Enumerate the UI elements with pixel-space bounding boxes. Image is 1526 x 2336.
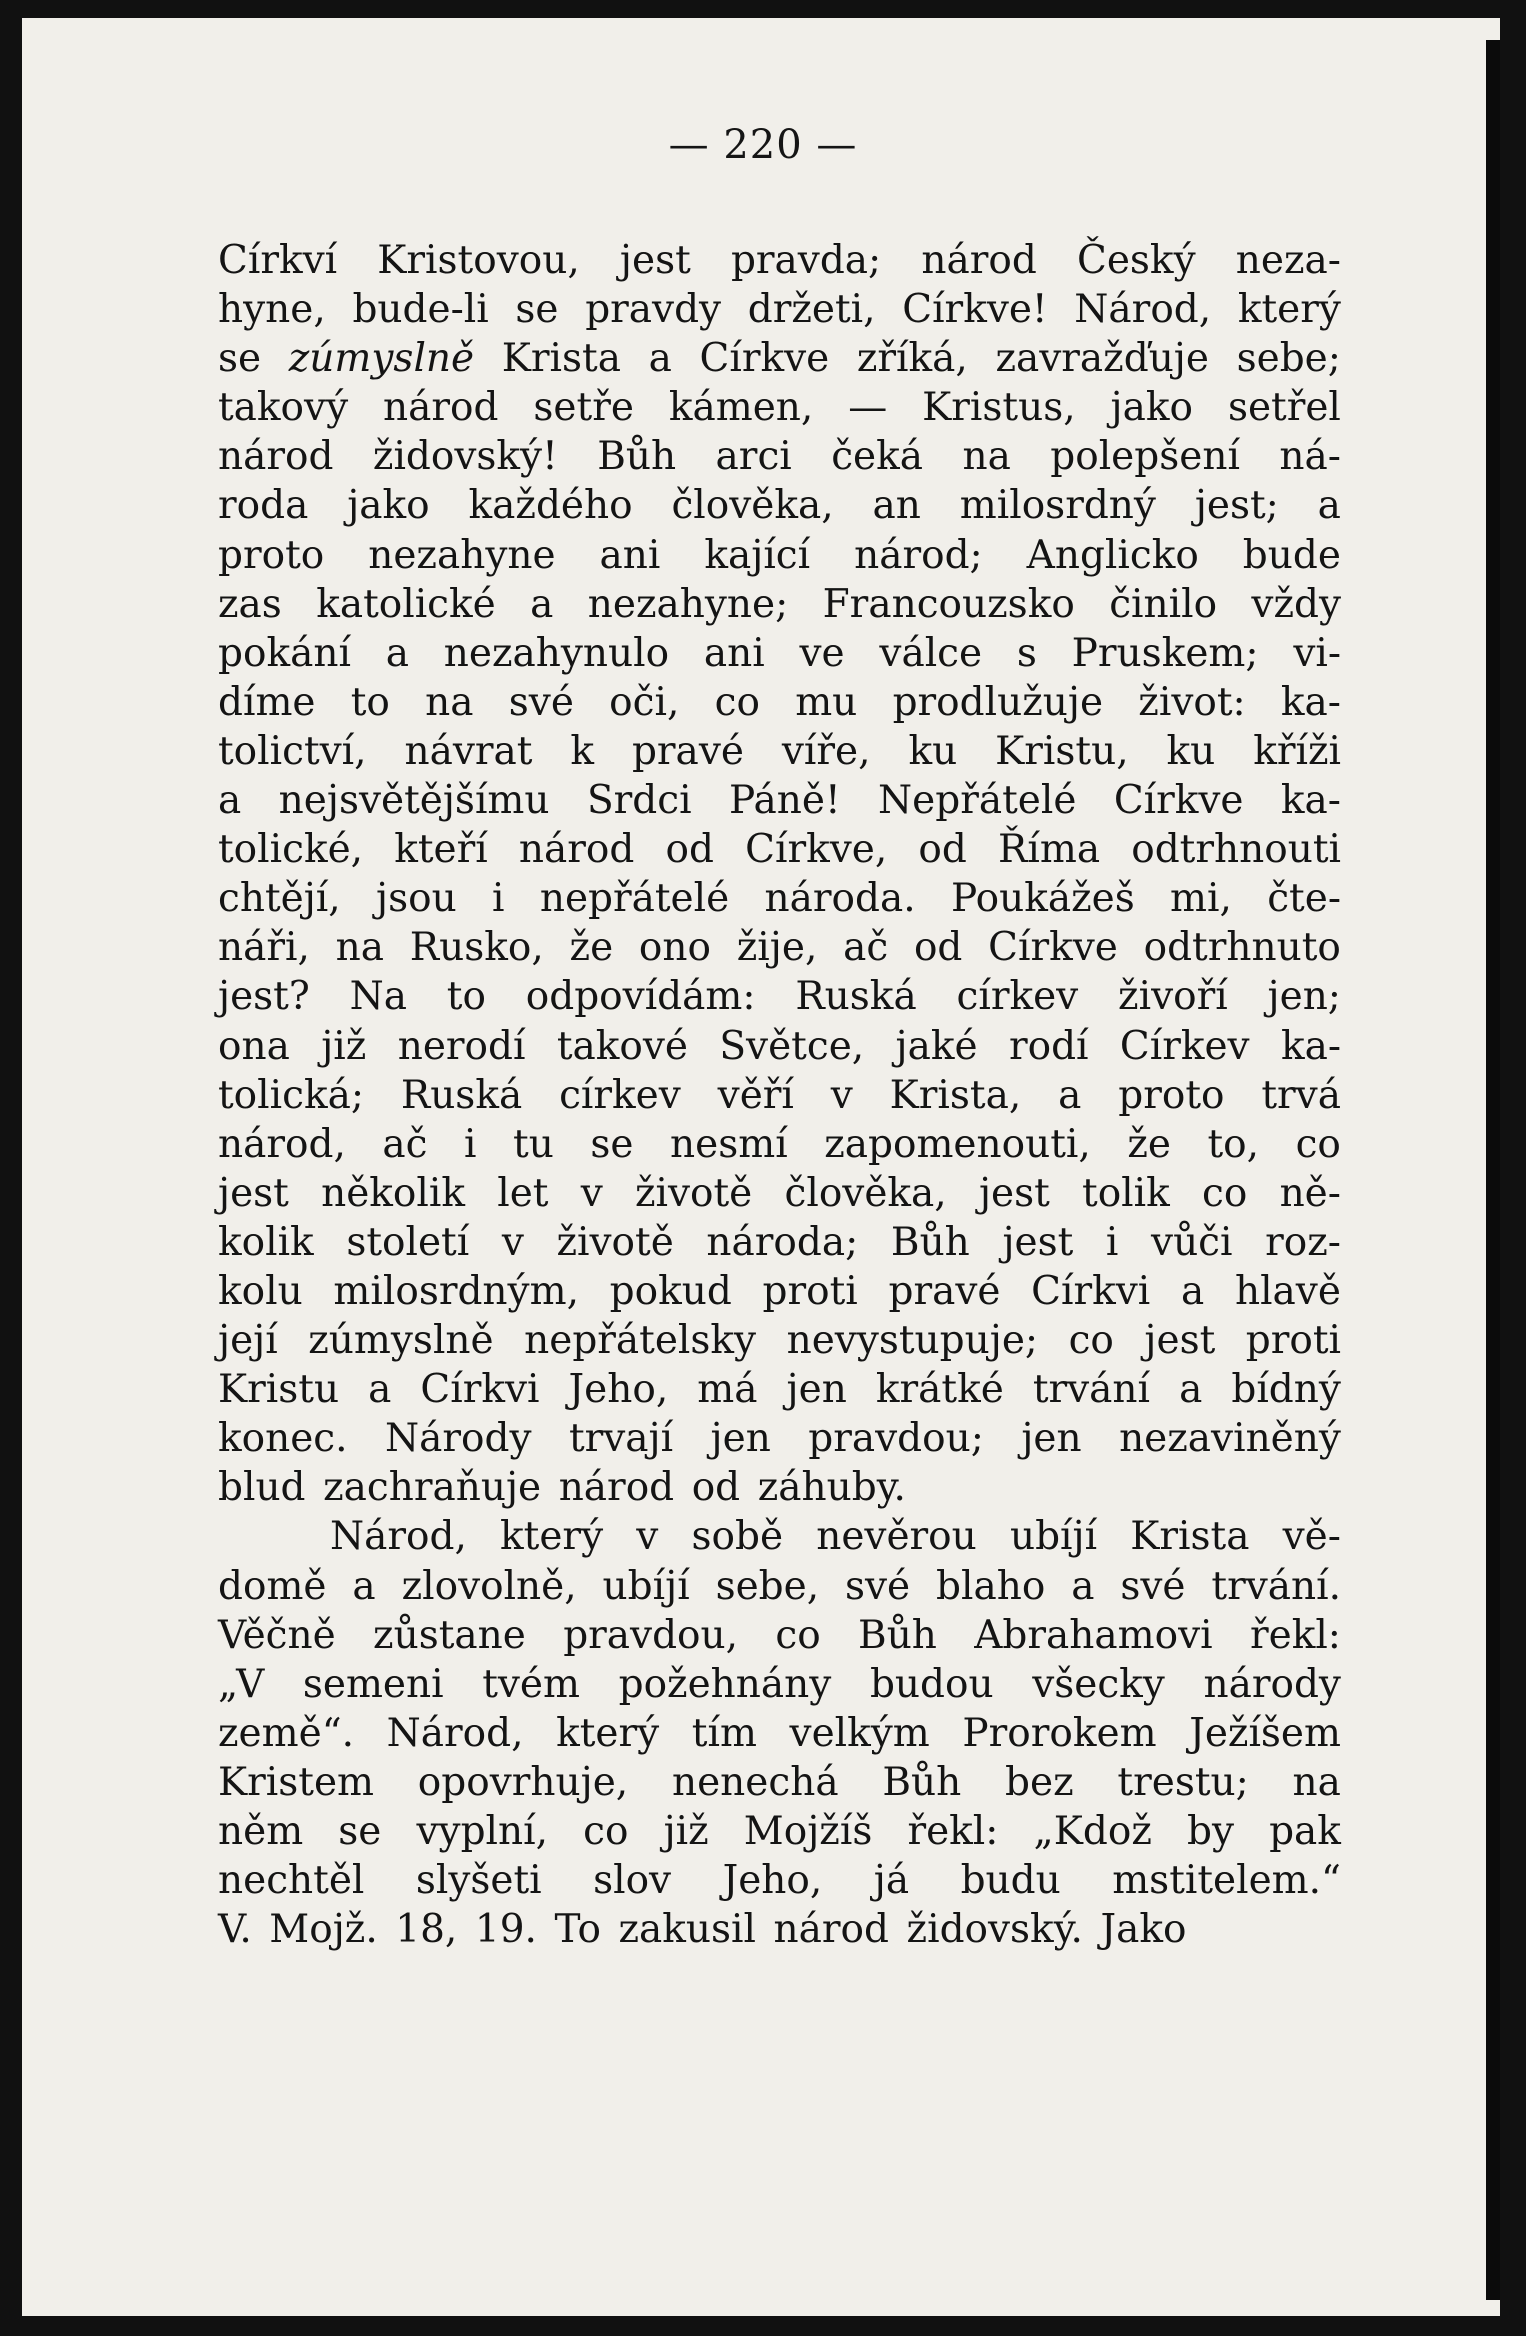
text-line: domě a zlovolně, ubíjí sebe, své blaho a své trvání. xyxy=(218,1563,1341,1609)
text-line: zas katolické a nezahyne; Francouzsko činilo vždy xyxy=(218,581,1341,627)
text-line: národ židovský! Bůh arci čeká na polepšení ná- xyxy=(218,434,1341,480)
text-line: něm se vyplní, co již Mojžíš řekl: „Kdož by pak xyxy=(218,1809,1341,1854)
text-line: její zúmyslně nepřátelsky nevystupuje; co jest proti xyxy=(218,1318,1341,1364)
text-line: nechtěl slyšeti slov Jeho, já budu mstitelem.“ xyxy=(218,1858,1341,1904)
text-line: a nejsvětějšímu Srdci Páně! Nepřátelé Církve ka- xyxy=(218,778,1341,824)
text-line: země“. Národ, který tím velkým Prorokem Ježíšem xyxy=(218,1710,1341,1756)
text-line: díme to na své oči, co mu prodlužuje život: ka- xyxy=(218,679,1341,725)
text-line: tolické, kteří národ od Církve, od Říma odtrhnouti xyxy=(218,827,1341,873)
text-line: tolictví, návrat k pravé víře, ku Kristu, ku kříži xyxy=(218,728,1341,774)
text-line: jest několik let v životě člověka, jest tolik co ně- xyxy=(218,1170,1341,1216)
text-line: tolická; Ruská církev věří v Krista, a proto trvá xyxy=(218,1072,1341,1118)
text-line: chtějí, jsou i nepřátelé národa. Poukážeš mi, čte- xyxy=(218,876,1341,922)
text-line: roda jako každého člověka, an milosrdný jest; a xyxy=(218,483,1341,529)
text-line: „V semeni tvém požehnány budou všecky národy xyxy=(218,1661,1341,1707)
text-line: kolu milosrdným, pokud proti pravé Církvi a hlavě xyxy=(218,1268,1341,1314)
text-line: Věčně zůstane pravdou, co Bůh Abrahamovi řekl: xyxy=(218,1612,1341,1658)
text-line: kolik století v životě národa; Bůh jest i vůči roz- xyxy=(218,1219,1341,1265)
text-line: národ, ač i tu se nesmí zapomenouti, že to, co xyxy=(218,1121,1341,1167)
text-line: blud zachraňuje národ od záhuby. xyxy=(218,1465,906,1511)
text-line: konec. Národy trvají jen pravdou; jen nezaviněný xyxy=(218,1416,1341,1462)
page-number: — 220 — xyxy=(668,122,858,168)
text-line: náři, na Rusko, že ono žije, ač od Církve odtrhnuto xyxy=(218,925,1341,971)
text-line: Kristem opovrhuje, nenechá Bůh bez trestu; na xyxy=(218,1759,1341,1805)
body-text xyxy=(218,236,1341,1954)
text-line: Církví Kristovou, jest pravda; národ Český neza- xyxy=(218,238,1341,283)
text-line: V. Mojž. 18, 19. To zakusil národ židovský. Jako xyxy=(218,1907,1187,1953)
text-line: Národ, který v sobě nevěrou ubíjí Krista vě- xyxy=(330,1514,1341,1560)
text-line: hyne, bude-li se pravdy držeti, Církve! Národ, který xyxy=(218,287,1341,333)
text-line: Kristu a Církvi Jeho, má jen krátké trvání a bídný xyxy=(218,1367,1341,1413)
text-line: takový národ setře kámen, — Kristus, jako setřel xyxy=(218,385,1341,431)
text-line: proto nezahyne ani kající národ; Anglicko bude xyxy=(218,532,1341,578)
page-edge-shadow xyxy=(1486,40,1500,2300)
text-line: se zúmyslně Krista a Církve zříká, zavražďuje sebe; xyxy=(218,336,1341,382)
text-line: ona již nerodí takové Světce, jaké rodí Církev ka- xyxy=(218,1023,1341,1069)
text-line: pokání a nezahynulo ani ve válce s Pruskem; vi- xyxy=(218,630,1341,676)
text-line: jest? Na to odpovídám: Ruská církev živoří jen; xyxy=(218,974,1341,1020)
